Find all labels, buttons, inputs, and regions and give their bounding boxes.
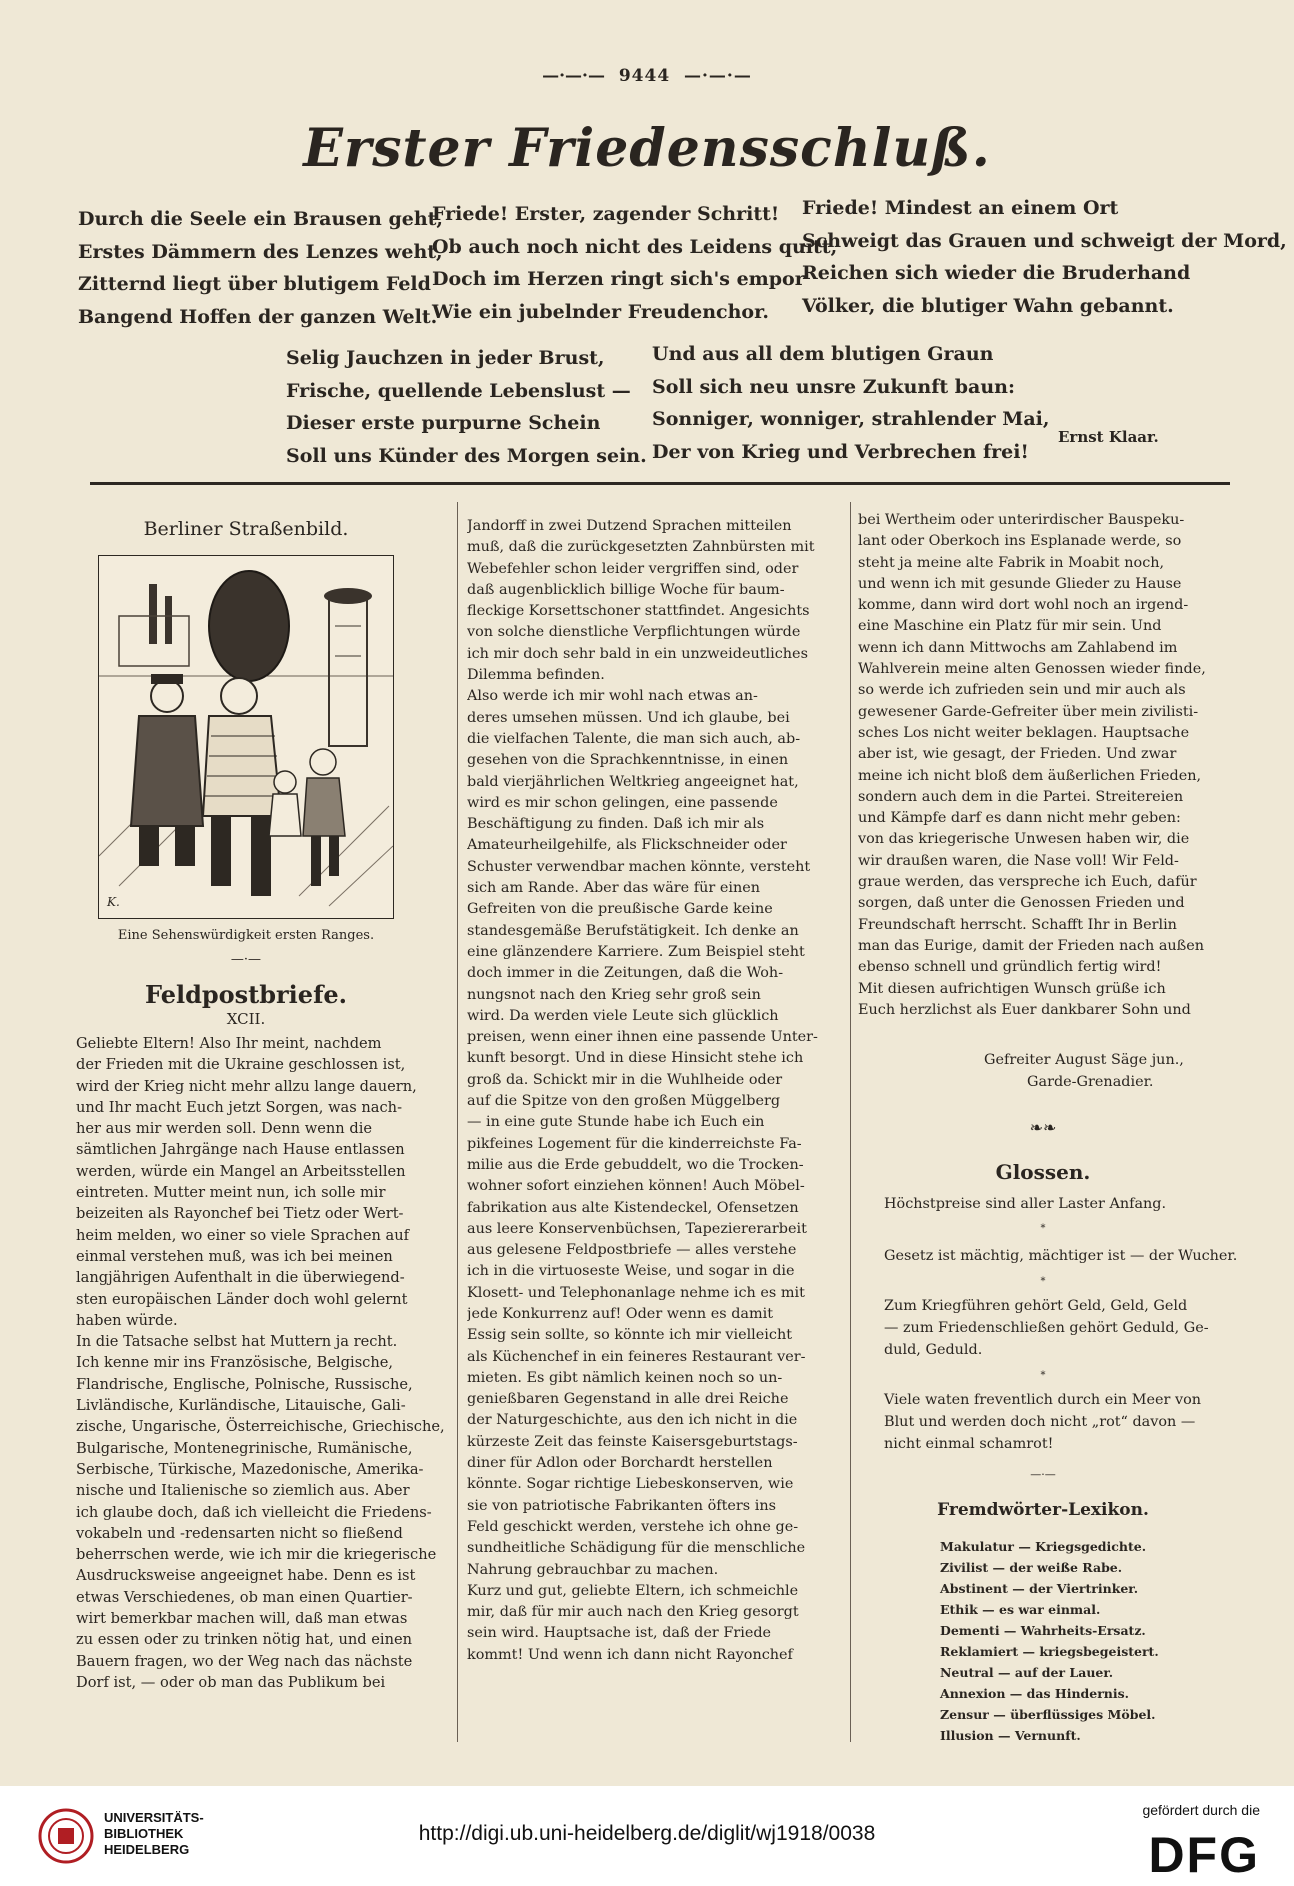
text-line: sein wird. Hauptsache ist, daß der Friede	[467, 1625, 772, 1642]
page-number: —·—·— 9444 —·—·—	[542, 66, 752, 86]
letter-signature: Gefreiter August Säge jun.,	[984, 1052, 1184, 1068]
text-line: Webefehler schon leider vergriffen sind, oder	[467, 560, 799, 577]
poem-line: Schweigt das Grauen und schweigt der Mord,	[802, 229, 1287, 252]
text-line: wird. Da werden viele Leute sich glücklich	[467, 1007, 779, 1024]
text-line: Geliebte Eltern! Also Ihr meint, nachdem	[76, 1035, 382, 1052]
text-line: einmal verstehen muß, was ich bei meinen	[76, 1247, 393, 1265]
poem-line: Der von Krieg und Verbrechen frei!	[652, 440, 1029, 463]
funding-text: gefördert durch die	[1142, 1802, 1260, 1818]
text-line: Klosett- und Telephonanlage nehme ich es mit	[467, 1284, 805, 1301]
text-line: jede Konkurrenz auf! Oder wenn es damit	[467, 1305, 774, 1322]
asterisk-divider: *	[1040, 1370, 1046, 1381]
text-line: Ausdrucksweise angeeignet habe. Denn es ist	[76, 1567, 416, 1585]
text-line: fleckige Korsettschoner stattfindet. Angesichts	[467, 603, 810, 620]
text-line: sie von patriotische Fabrikanten öfters ins	[467, 1497, 776, 1514]
text-line: Ich kenne mir ins Französische, Belgische,	[76, 1354, 394, 1372]
text-line: komme, dann wird dort wohl noch an irgend-	[858, 597, 1189, 614]
text-line: wir draußen waren, die Nase voll! Wir Feld-	[858, 852, 1179, 869]
poem-line: Wie ein jubelnder Freudenchor.	[432, 300, 769, 323]
text-line: muß, daß die zurückgesetzten Zahnbürsten mit	[467, 539, 815, 556]
poem-line: Völker, die blutiger Wahn gebannt.	[802, 294, 1174, 317]
text-line: genießbaren Gegenstand in alle drei Reiche	[467, 1391, 789, 1408]
text-line: fabrikation aus alte Kistendeckel, Ofensetzen	[467, 1199, 799, 1216]
text-line: Beschäftigung zu finden. Daß ich mir als	[467, 816, 765, 833]
text-line: ich glaube doch, daß ich vielleicht die Friedens-	[76, 1503, 432, 1521]
text-line: ich in die virtuoseste Weise, und sogar in die	[467, 1263, 795, 1280]
lexikon-list	[940, 1536, 1159, 1746]
middle-column-text	[467, 516, 843, 1666]
text-line: milie aus die Erde gebuddelt, wo die Trocken-	[467, 1156, 804, 1173]
text-line: eine glänzendere Karriere. Zum Beispiel steht	[467, 943, 805, 960]
text-line: und wenn ich mit gesunde Glieder zu Hause	[858, 575, 1182, 592]
text-line: sundheitliche Schädigung für die menschliche	[467, 1540, 806, 1557]
illustration-caption: Eine Sehenswürdigkeit ersten Ranges.	[117, 928, 375, 943]
text-line: Bauern fragen, wo der Weg nach das nächste	[76, 1652, 413, 1670]
text-line: Gefreiten von die preußische Garde keine	[467, 901, 773, 918]
text-line: Schuster verwendbar machen könnte, versteht	[467, 858, 811, 875]
text-line: Euch herzlichst als Euer dankbarer Sohn und	[858, 1001, 1191, 1018]
text-line: deres umsehen müssen. Und ich glaube, bei	[467, 709, 790, 726]
poem-line: Friede! Erster, zagender Schritt!	[432, 203, 780, 225]
text-line: so werde ich zufrieden sein und mir auch als	[858, 682, 1186, 699]
poem-line: Zitternd liegt über blutigem Feld	[78, 273, 431, 295]
text-line: kunft besorgt. Und in diese Hinsicht stehe ich	[467, 1050, 804, 1067]
text-line: und Kämpfe darf es dann nicht mehr geben:	[858, 810, 1181, 827]
library-name-line: HEIDELBERG	[104, 1842, 190, 1857]
text-line: wenn ich dann Mittwochs am Zahlabend im	[858, 639, 1178, 656]
page-title: Erster Friedensschluß.	[303, 118, 991, 179]
library-name-line: BIBLIOTHEK	[104, 1826, 184, 1841]
text-line: werden, würde ein Mangel an Arbeitsstellen	[76, 1162, 406, 1180]
column-divider	[850, 502, 851, 1742]
text-line: auf die Spitze von den großen Müggelberg	[467, 1093, 781, 1110]
text-line: steht ja meine alte Fabrik in Moabit noch,	[858, 554, 1165, 571]
section-number: XCII.	[226, 1010, 266, 1028]
text-line: Livländische, Kurländische, Litauische, Gali-	[76, 1397, 406, 1415]
text-line: Nahrung gebrauchbar zu machen.	[467, 1561, 719, 1578]
poem-line: Ob auch noch nicht des Leidens quitt,	[432, 235, 838, 258]
list-item: Ethik — es war einmal.	[940, 1602, 1101, 1617]
text-line: Wahlverein meine alten Genossen wieder finde,	[858, 661, 1206, 678]
text-line: preisen, wenn einer ihnen eine passende Unter-	[467, 1029, 818, 1046]
text-line: nungsnot nach den Krieg sehr groß sein	[467, 986, 761, 1003]
text-line: pikfeines Logement für die kinderreichste Fa-	[467, 1135, 802, 1152]
list-item: Dementi — Wahrheits-Ersatz.	[940, 1623, 1146, 1638]
list-item: Illusion — Vernunft.	[940, 1728, 1081, 1743]
text-line: Amateurheilgehilfe, als Flickschneider oder	[467, 837, 787, 854]
list-item: Neutral — auf der Lauer.	[940, 1665, 1114, 1680]
text-line: heim melden, wo einer so viele Sprachen auf	[76, 1226, 410, 1244]
list-item: Annexion — das Hindernis.	[940, 1686, 1130, 1701]
poem-column-4	[286, 342, 647, 472]
text-line: doch immer in die Zeitungen, daß die Woh-	[467, 965, 784, 982]
text-line: meine ich nicht bloß dem äußerlichen Frieden,	[858, 767, 1202, 784]
poem-line: Durch die Seele ein Brausen geht,	[78, 208, 444, 230]
text-line: nische und Italienische so ziemlich aus. Aber	[76, 1482, 410, 1500]
text-line: aus gelesene Feldpostbriefe — alles verstehe	[467, 1242, 797, 1259]
text-line: aber ist, wie gesagt, der Frieden. Und zwar	[858, 746, 1177, 763]
text-line: gesehen von die Sprachkenntnisse, in einen	[467, 752, 789, 769]
right-column-text	[858, 510, 1228, 1021]
text-line: wohner sofort einziehen können! Auch Möbel-	[467, 1178, 805, 1195]
poem-line: Dieser erste purpurne Schein	[286, 412, 601, 434]
ornament-divider: —·—	[230, 952, 262, 967]
text-line: eintreten. Mutter meint nun, ich solle mir	[76, 1184, 386, 1202]
gloss-line: duld, Geduld.	[884, 1342, 983, 1358]
poem-column-1	[78, 203, 443, 333]
text-line: von das kriegerische Unwesen haben wir, die	[858, 831, 1190, 848]
text-line: sten europäischen Länder doch wohl gelernt	[76, 1290, 408, 1308]
list-item: Makulatur — Kriegsgedichte.	[940, 1539, 1147, 1554]
poem-column-2	[432, 198, 837, 328]
text-line: eine Maschine ein Platz für mir sein. Und	[858, 618, 1162, 635]
text-line: ich mir doch sehr bald in ein unzweideutliches	[467, 645, 808, 662]
text-line: wird der Krieg nicht mehr allzu lange dauern,	[76, 1077, 417, 1095]
text-line: beherrschen werde, wie ich mir die kriegerische	[76, 1546, 437, 1564]
text-line: Kurz und gut, geliebte Eltern, ich schmeichle	[467, 1582, 799, 1599]
left-column-text	[76, 1033, 448, 1693]
text-line: wird es mir schon gelingen, eine passende	[467, 794, 778, 811]
text-line: sondern auch dem in die Partei. Streitereien	[858, 788, 1184, 805]
poem-line: Friede! Mindest an einem Ort	[802, 197, 1119, 219]
text-line: — in eine gute Stunde habe ich Euch ein	[467, 1114, 765, 1131]
asterisk-divider: *	[1040, 1276, 1046, 1287]
text-line: Dilemma befinden.	[467, 667, 605, 684]
text-line: Essig sein sollte, so könnte ich mir vielleicht	[467, 1327, 793, 1344]
text-line: kommt! Und wenn ich dann nicht Rayonchef	[467, 1646, 793, 1663]
poem-column-3	[802, 192, 1287, 322]
horizontal-rule	[90, 482, 1230, 485]
text-line: mieten. Es gibt nämlich keinen noch so un-	[467, 1369, 783, 1386]
text-line: man das Eurige, damit der Frieden nach außen	[858, 937, 1205, 954]
text-line: kürzeste Zeit das feinste Kaisersgeburtstags-	[467, 1433, 798, 1450]
dfg-logo[interactable]: DFG	[1148, 1827, 1260, 1883]
text-line: sämtlichen Jahrgänge nach Hause entlassen	[76, 1141, 405, 1159]
illustration-title: Berliner Straßenbild.	[143, 518, 349, 540]
column-divider	[457, 502, 458, 1742]
text-line: sich am Rande. Aber das wäre für einen	[467, 880, 760, 897]
text-line: bei Wertheim oder unterirdischer Bauspeku-	[858, 512, 1185, 528]
text-line: vokabeln und -redensarten nicht so fließend	[76, 1524, 403, 1542]
glossen-title: Glossen.	[995, 1160, 1091, 1184]
gloss-line: Zum Kriegführen gehört Geld, Geld, Geld	[884, 1298, 1188, 1314]
list-item: Reklamiert — kriegsbegeistert.	[940, 1644, 1159, 1659]
text-line: Serbische, Türkische, Mazedonische, Amerika-	[76, 1460, 424, 1478]
list-item: Zivilist — der weiße Rabe.	[940, 1560, 1123, 1575]
text-line: wirt bemerkbar machen will, daß man etwas	[76, 1610, 408, 1628]
text-line: Freundschaft herrscht. Schafft Ihr in Berlin	[858, 916, 1177, 933]
poem-line: Frische, quellende Lebenslust —	[286, 379, 631, 402]
poem-line: Bangend Hoffen der ganzen Welt.	[78, 305, 438, 328]
text-line: mir, daß für mir auch nach den Krieg gesorgt	[467, 1604, 799, 1621]
gloss-line: Viele waten freventlich durch ein Meer von	[884, 1392, 1202, 1408]
permalink-url[interactable]: http://digi.ub.uni-heidelberg.de/diglit/wj1918/0038	[418, 1822, 876, 1845]
text-line: etwas Verschiedenes, ob man einen Quartier-	[76, 1588, 413, 1606]
text-line: als Küchenchef in ein feineres Restaurant ver-	[467, 1348, 806, 1365]
text-line: könnte. Sogar richtige Liebeskonserven, wie	[467, 1476, 794, 1493]
library-name-line: UNIVERSITÄTS-	[104, 1810, 204, 1825]
text-line: graue werden, das verspreche ich Euch, dafür	[858, 874, 1197, 891]
poem-line: Soll uns Künder des Morgen sein.	[286, 444, 647, 467]
text-line: Mit diesen aufrichtigen Wunsch grüße ich	[858, 980, 1166, 997]
text-line: aus leere Konservenbüchsen, Tapeziererarbeit	[467, 1220, 807, 1237]
gloss-line: Blut und werden doch nicht „rot“ davon —	[884, 1414, 1196, 1430]
text-line: sches Los nicht weiter beklagen. Hauptsache	[858, 724, 1190, 741]
asterisk-divider: *	[1040, 1223, 1046, 1234]
text-line: Jandorff in zwei Dutzend Sprachen mitteilen	[467, 518, 792, 534]
cartoon-drawing	[99, 556, 393, 918]
text-line: langjährigen Aufenthalt in die überwiegend-	[76, 1269, 405, 1287]
gloss-line: Höchstpreise sind aller Laster Anfang.	[884, 1196, 1167, 1212]
poem-line: Reichen sich wieder die Bruderhand	[802, 262, 1191, 284]
poem-line: Doch im Herzen ringt sich's empor	[432, 268, 805, 290]
text-line: sorgen, daß unter die Genossen Frieden und	[858, 895, 1185, 912]
list-item: Zensur — überflüssiges Möbel.	[940, 1707, 1156, 1722]
text-line: gewesener Garde-Gefreiter über mein zivilisti-	[858, 703, 1199, 720]
text-line: Bulgarische, Montenegrinische, Rumänische,	[76, 1439, 413, 1457]
text-line: Flandrische, Englische, Polnische, Russische,	[76, 1375, 413, 1393]
illustration	[98, 555, 394, 919]
section-title: Feldpostbriefe.	[144, 980, 348, 1009]
text-line: bald vierjährlichen Weltkrieg angeeignet hat,	[467, 773, 799, 790]
text-line: diner für Adlon oder Borchardt herstellen	[467, 1455, 773, 1472]
text-line: her aus mir werden soll. Denn wenn die	[76, 1120, 372, 1138]
text-line: beizeiten als Rayonchef bei Tietz oder Wert-	[76, 1205, 404, 1223]
text-line: die vielfachen Talente, die man sich auch, ab-	[467, 730, 801, 747]
gloss-line: — zum Friedenschließen gehört Geduld, Ge-	[884, 1320, 1209, 1336]
poem-line: Sonniger, wonniger, strahlender Mai,	[652, 408, 1050, 430]
poem-author: Ernst Klaar.	[1058, 428, 1159, 446]
gloss-line: nicht einmal schamrot!	[884, 1436, 1054, 1452]
poem-column-5	[652, 338, 1049, 468]
text-line: ebenso schnell und gründlich fertig wird!	[858, 959, 1162, 976]
poem-line: Soll sich neu unsre Zukunft baun:	[652, 375, 1016, 398]
viewer-footer	[0, 1786, 1294, 1886]
text-line: von solche dienstliche Verpflichtungen würde	[467, 624, 801, 641]
list-item: Abstinent — der Viertrinker.	[940, 1581, 1139, 1596]
text-line: lant oder Oberkoch ins Esplanade werde, so	[858, 533, 1182, 550]
text-line: Also werde ich mir wohl nach etwas an-	[467, 688, 758, 705]
text-line: der Frieden mit die Ukraine geschlossen ist,	[76, 1056, 406, 1074]
text-line: standesgemäße Berufstätigkeit. Ich denke an	[467, 922, 799, 939]
ornament: ❧❧	[1029, 1118, 1057, 1137]
text-line: zische, Ungarische, Österreichische, Griechische,	[76, 1418, 445, 1436]
lexikon-title: Fremdwörter-Lexikon.	[937, 1500, 1149, 1520]
ornament-divider: —·—	[1030, 1468, 1056, 1481]
text-line: der Naturgeschichte, aus den ich nicht in die	[467, 1412, 798, 1429]
text-line: Feld geschickt werden, verstehe ich ohne ge-	[467, 1518, 799, 1535]
poem-line: Erstes Dämmern des Lenzes weht,	[78, 240, 443, 263]
letter-signature-rank: Garde-Grenadier.	[1027, 1074, 1154, 1090]
text-line: groß da. Schickt mir in die Wuhlheide oder	[467, 1071, 783, 1088]
text-line: haben würde.	[76, 1311, 178, 1329]
text-line: zu essen oder zu trinken nötig hat, und einen	[76, 1631, 413, 1649]
text-line: daß augenblicklich billige Woche für baum-	[467, 581, 785, 598]
gloss-line: Gesetz ist mächtig, mächtiger ist — der Wucher.	[884, 1248, 1238, 1264]
poem-line: Und aus all dem blutigen Graun	[652, 343, 994, 365]
text-line: Dorf ist, — oder ob man das Publikum bei	[76, 1673, 386, 1691]
artist-signature: K.	[107, 895, 120, 909]
text-line: In die Tatsache selbst hat Muttern ja recht.	[76, 1333, 398, 1351]
text-line: und Ihr macht Euch jetzt Sorgen, was nach-	[76, 1098, 402, 1116]
poem-line: Selig Jauchzen in jeder Brust,	[286, 347, 605, 369]
